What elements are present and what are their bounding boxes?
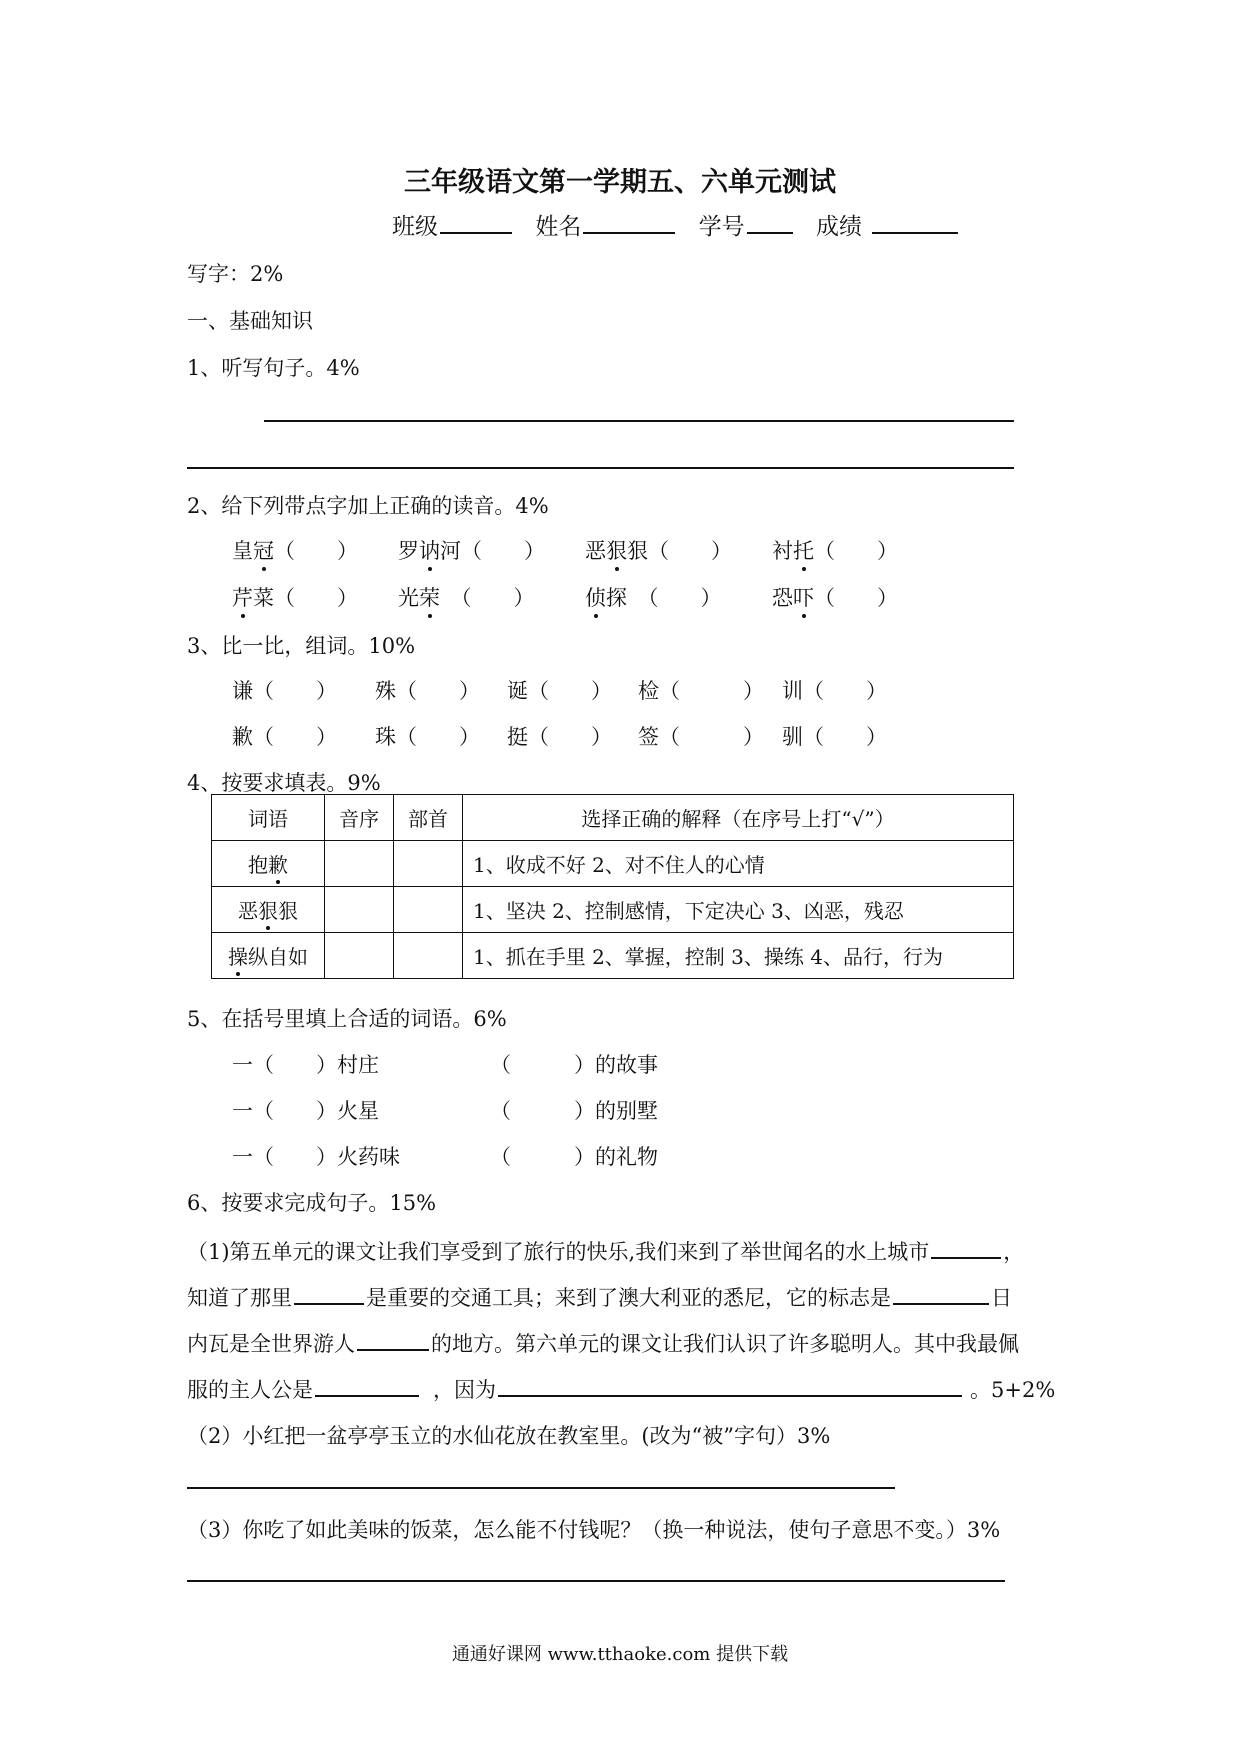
writing-score: 写字：2%	[187, 262, 284, 286]
answer-line[interactable]	[264, 420, 1014, 422]
fill-item: （ ）的礼物	[490, 1145, 658, 1169]
compare-item: 检（ ）	[638, 679, 764, 703]
question-6-3: （3）你吃了如此美味的饭菜，怎么能不付钱呢？（换一种说法，使句子意思不变。）3%	[187, 1518, 1001, 1542]
page-title: 三年级语文第一学期五、六单元测试	[404, 167, 836, 198]
answer-line[interactable]	[187, 1487, 895, 1489]
name-label: 姓名	[535, 214, 582, 240]
pinyin-item: 恶狠狠（ ）	[585, 535, 732, 565]
pinyin-item: 恐吓（ ）	[772, 582, 898, 612]
compare-item: 谦（ ）	[232, 679, 337, 703]
word-table	[211, 794, 1014, 979]
student-info-row	[392, 208, 960, 241]
footer-credit: 通通好课网 www.tthaoke.com 提供下载	[451, 1644, 789, 1665]
table-cell-input[interactable]	[394, 887, 463, 933]
fill-item: （ ）的别墅	[490, 1099, 658, 1123]
table-cell-input[interactable]	[325, 841, 394, 887]
table-row	[212, 841, 1014, 887]
question-4-title: 4、按要求填表。9%	[187, 771, 381, 795]
table-header: 词语	[212, 795, 325, 841]
table-cell-word: 操纵自如	[212, 933, 325, 979]
table-header: 部首	[394, 795, 463, 841]
paragraph-line: 内瓦是全世界游人 的地方。第六单元的课文让我们认识了许多聪明人。其中我最佩	[187, 1327, 1019, 1358]
score-label: 成绩	[815, 214, 862, 240]
question-1-title: 1、听写句子。4%	[187, 356, 360, 380]
question-3-title: 3、比一比，组词。10%	[187, 634, 416, 658]
table-cell-word: 恶狠狠	[212, 887, 325, 933]
table-cell-word: 抱歉	[212, 841, 325, 887]
fill-item: （ ）的故事	[490, 1053, 658, 1077]
pinyin-item: 衬托（ ）	[772, 535, 898, 565]
table-cell-options[interactable]: 1、坚决 2、控制感情，下定决心 3、凶恶，残忍	[463, 887, 1014, 933]
paragraph-line: 服的主人公是 ，因为 。5+2%	[187, 1373, 1055, 1404]
table-row	[212, 887, 1014, 933]
answer-line[interactable]	[187, 1580, 1005, 1582]
question-6-title: 6、按要求完成句子。15%	[187, 1191, 437, 1215]
blank[interactable]	[498, 1373, 962, 1397]
pinyin-item: 光荣 （ ）	[398, 582, 535, 612]
table-cell-options[interactable]: 1、抓在手里 2、掌握，控制 3、操练 4、品行，行为	[463, 933, 1014, 979]
class-label: 班级	[392, 214, 438, 240]
question-5-title: 5、在括号里填上合适的词语。6%	[187, 1007, 507, 1031]
paragraph-line: （1)第五单元的课文让我们享受到了旅行的快乐,我们来到了举世闻名的水上城市 ，	[187, 1235, 1024, 1266]
compare-item: 挺（ ）	[507, 725, 612, 749]
table-row	[212, 933, 1014, 979]
pinyin-item: 皇冠（ ）	[232, 535, 358, 565]
compare-item: 诞（ ）	[507, 679, 612, 703]
compare-item: 签（ ）	[638, 725, 764, 749]
compare-item: 训（ ）	[782, 679, 887, 703]
question-2-title: 2、给下列带点字加上正确的读音。4%	[187, 494, 549, 518]
name-field[interactable]	[583, 210, 675, 234]
fill-item: 一（ ）村庄	[232, 1053, 379, 1077]
table-header: 音序	[325, 795, 394, 841]
answer-line[interactable]	[187, 467, 1014, 469]
score-field[interactable]	[872, 210, 958, 234]
table-cell-input[interactable]	[394, 933, 463, 979]
compare-item: 殊（ ）	[375, 679, 480, 703]
student-id-label: 学号	[698, 214, 745, 240]
compare-item: 歉（ ）	[232, 725, 337, 749]
blank[interactable]	[931, 1235, 1001, 1259]
pinyin-item: 芹菜（ ）	[232, 582, 358, 612]
section-basic-knowledge: 一、基础知识	[187, 309, 313, 333]
fill-item: 一（ ）火药味	[232, 1145, 400, 1169]
table-cell-input[interactable]	[394, 841, 463, 887]
blank[interactable]	[893, 1281, 989, 1305]
compare-item: 驯（ ）	[782, 725, 887, 749]
pinyin-item: 侦探 （ ）	[585, 582, 722, 612]
blank[interactable]	[315, 1373, 419, 1397]
table-header-row	[212, 795, 1014, 841]
pinyin-item: 罗讷河（ ）	[398, 535, 545, 565]
blank[interactable]	[357, 1327, 429, 1351]
question-6-2: （2）小红把一盆亭亭玉立的水仙花放在教室里。(改为“被”字句）3%	[187, 1424, 831, 1448]
student-id-field[interactable]	[747, 210, 793, 234]
table-cell-input[interactable]	[325, 933, 394, 979]
table-cell-input[interactable]	[325, 887, 394, 933]
table-header: 选择正确的解释（在序号上打“√”）	[463, 795, 1014, 841]
class-field[interactable]	[440, 210, 512, 234]
compare-item: 珠（ ）	[375, 725, 480, 749]
table-cell-options[interactable]: 1、收成不好 2、对不住人的心情	[463, 841, 1014, 887]
blank[interactable]	[294, 1281, 364, 1305]
fill-item: 一（ ）火星	[232, 1099, 379, 1123]
paragraph-line: 知道了那里 是重要的交通工具；来到了澳大利亚的悉尼，它的标志是 日	[187, 1281, 1012, 1312]
